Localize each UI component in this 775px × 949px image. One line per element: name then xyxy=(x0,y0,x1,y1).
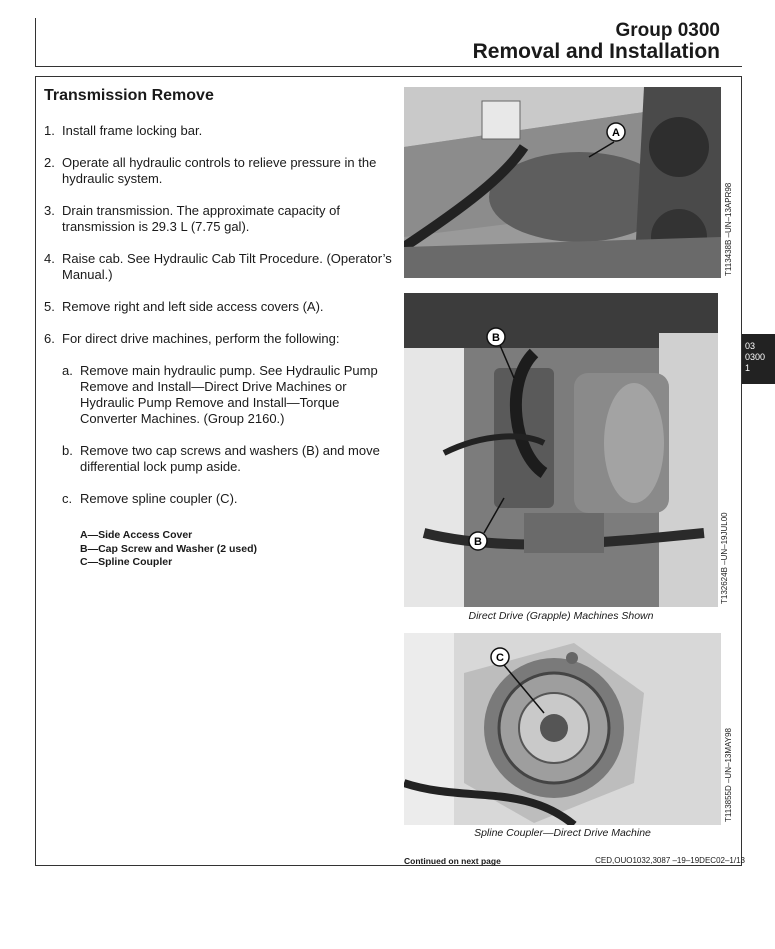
photo-3-id: T113855D –UN–13MAY98 xyxy=(724,728,733,822)
photo-2-caption: Direct Drive (Grapple) Machines Shown xyxy=(468,610,654,622)
callout-legend xyxy=(80,529,257,570)
step-2: 2. Operate all hydraulic controls to relieve pressure in the hydraulic system. xyxy=(44,155,377,186)
legend-item-c: C—Spline Coupler xyxy=(80,556,173,568)
photo-1-id: T113438B –UN–13APR98 xyxy=(724,182,733,276)
photo-spline-coupler-illustration xyxy=(404,633,721,825)
substep-b: b. Remove two cap screws and washers (B) and move differential lock pump aside. xyxy=(62,443,380,474)
substep-a: a. Remove main hydraulic pump. See Hydraulic Pump Remove and Install—Direct Drive Machines or Hydraulic Pump Remove and Install—Torque Converter Machines. (Group 2160.) xyxy=(62,363,378,426)
photo-direct-drive-grapple-illustration xyxy=(404,293,718,607)
step-4: 4. Raise cab. See Hydraulic Cab Tilt Procedure. (Operator’s Manual.) xyxy=(44,251,392,282)
photo-1-callout-a: A xyxy=(612,127,620,139)
photo-side-access-cover-illustration xyxy=(404,87,721,278)
photo-spline-coupler xyxy=(404,633,721,825)
photo-2-callout-b-bottom: B xyxy=(474,536,482,548)
procedure-steps xyxy=(44,123,400,523)
substep-c: c. Remove spline coupler (C). xyxy=(62,491,238,506)
header-rule-vertical xyxy=(35,18,36,66)
step-3: 3. Drain transmission. The approximate capacity of transmission is 29.3 L (7.75 gal). xyxy=(44,203,340,234)
section-thumb-tab: 03 0300 1 xyxy=(742,334,775,384)
step-6: 6. For direct drive machines, perform the following: xyxy=(44,331,340,346)
photo-3-callout-c: C xyxy=(496,652,504,664)
step-5: 5. Remove right and left side access covers (A). xyxy=(44,299,324,314)
group-number: Group 0300 xyxy=(615,20,720,41)
photo-3-caption: Spline Coupler—Direct Drive Machine xyxy=(474,827,651,839)
step-1: 1. Install frame locking bar. xyxy=(44,123,203,138)
legend-item-a: A—Side Access Cover xyxy=(80,529,193,541)
photo-2-callout-b-top: B xyxy=(492,332,500,344)
continued-note: Continued on next page xyxy=(404,856,501,866)
photo-direct-drive-grapple xyxy=(404,293,718,607)
photo-2-id: T132624B –UN–19JUL00 xyxy=(720,512,729,604)
document-code: CED,OUO1032,3087 –19–19DEC02–1/13 xyxy=(595,856,745,865)
legend-item-b: B—Cap Screw and Washer (2 used) xyxy=(80,542,257,555)
header-rule xyxy=(35,66,742,67)
section-title: Transmission Remove xyxy=(44,87,214,104)
photo-side-access-cover xyxy=(404,87,721,278)
page-title: Removal and Installation xyxy=(472,40,720,63)
